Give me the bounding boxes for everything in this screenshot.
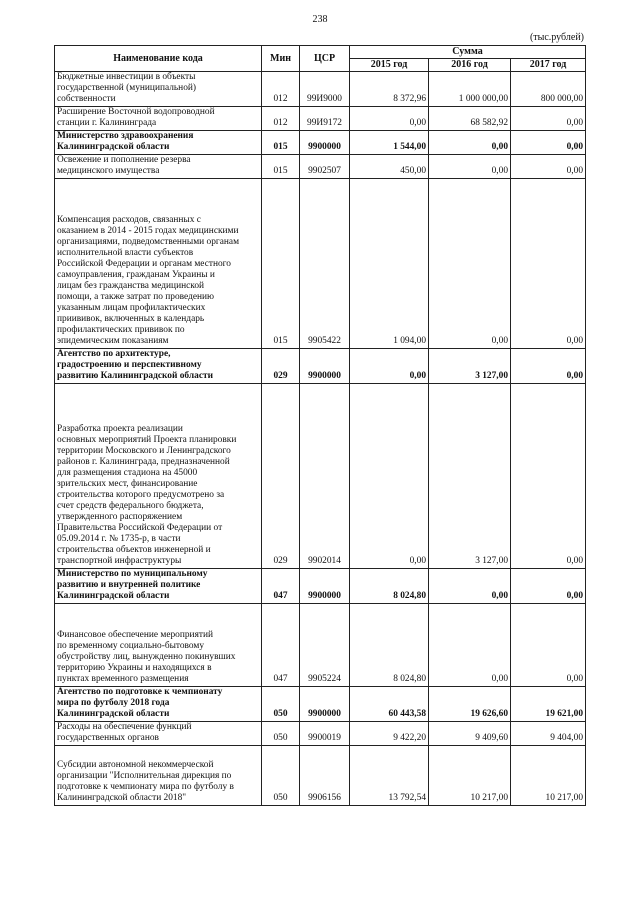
row-2017: 0,00 — [511, 131, 586, 155]
row-min: 047 — [262, 604, 300, 687]
header-2015: 2015 год — [350, 59, 429, 72]
row-name — [55, 604, 262, 687]
row-2015: 0,00 — [350, 384, 429, 569]
row-2015: 8 024,80 — [350, 604, 429, 687]
row-2017: 800 000,00 — [511, 72, 586, 107]
row-min: 050 — [262, 722, 300, 746]
row-csr: 9902014 — [300, 384, 350, 569]
row-2017: 0,00 — [511, 349, 586, 384]
header-name: Наименование кода — [55, 46, 262, 72]
row-name — [55, 155, 262, 179]
row-2015: 0,00 — [350, 349, 429, 384]
row-min: 012 — [262, 72, 300, 107]
units-label: (тыс.рублей) — [529, 32, 584, 43]
row-name-text: Расширение Восточной водопроводной станции г. Калининграда — [57, 107, 215, 128]
header-2017: 2017 год — [511, 59, 586, 72]
table-row — [55, 746, 586, 806]
row-2015: 9 422,20 — [350, 722, 429, 746]
row-name-text: Агентство по подготовке к чемпионату мира по футболу 2018 года Калининградской области — [57, 687, 223, 719]
row-2016: 10 217,00 — [429, 746, 511, 806]
row-name — [55, 72, 262, 107]
row-min: 050 — [262, 746, 300, 806]
row-min: 047 — [262, 569, 300, 604]
row-2017: 0,00 — [511, 384, 586, 569]
table-row — [55, 384, 586, 569]
row-csr: 9900000 — [300, 349, 350, 384]
row-name-text: Министерство здравоохранения Калининградской области — [57, 131, 194, 152]
table-row — [55, 604, 586, 687]
row-name-text: Бюджетные инвестиции в объекты государственной (муниципальной) собственности — [57, 72, 197, 104]
row-csr: 9902507 — [300, 155, 350, 179]
budget-table — [54, 45, 586, 806]
header-csr: ЦСР — [300, 46, 350, 72]
row-2017: 0,00 — [511, 179, 586, 349]
table-row — [55, 722, 586, 746]
row-name-text: Освежение и пополнение резерва медицинского имущества — [57, 155, 191, 176]
row-min: 015 — [262, 131, 300, 155]
row-2017: 0,00 — [511, 569, 586, 604]
row-2015: 8 372,96 — [350, 72, 429, 107]
row-2017: 9 404,00 — [511, 722, 586, 746]
header-sum: Сумма — [350, 46, 586, 59]
row-csr: 9900000 — [300, 687, 350, 722]
row-name — [55, 746, 262, 806]
row-2016: 0,00 — [429, 179, 511, 349]
table-row — [55, 687, 586, 722]
header-min: Мин — [262, 46, 300, 72]
row-name-text: Агентство по архитектуре, градостроению и перспективному развитию Калининградской области — [57, 349, 213, 381]
page-number: 238 — [312, 14, 328, 25]
row-2015: 1 544,00 — [350, 131, 429, 155]
row-2016: 68 582,92 — [429, 107, 511, 131]
row-2017: 19 621,00 — [511, 687, 586, 722]
row-csr: 9906156 — [300, 746, 350, 806]
row-name-text: Министерство по муниципальному развитию и внутренней политике Калининградской области — [57, 569, 208, 601]
row-csr: 9905224 — [300, 604, 350, 687]
row-csr: 99И9000 — [300, 72, 350, 107]
row-csr: 99И9172 — [300, 107, 350, 131]
row-2016: 9 409,60 — [429, 722, 511, 746]
table-row — [55, 155, 586, 179]
row-name — [55, 349, 262, 384]
row-csr: 9900000 — [300, 131, 350, 155]
row-name — [55, 384, 262, 569]
row-name-text: Разработка проекта реализации основных мероприятий Проекта планировки территории Московского и Ленинградского районов г. Калининграда, предназначенной для размещения стадиона на 45000 зрительских мест, финансирование строительства которого предусмотрено за счет средств федерального бюджета, утвержденного распоряжением Правительства Российской Федерации от 05.09.2014 г. № 1735-р, в части строительства объектов инженерной и транспортной инфраструктуры — [57, 424, 237, 566]
row-csr: 9900019 — [300, 722, 350, 746]
row-2016: 19 626,60 — [429, 687, 511, 722]
row-2017: 0,00 — [511, 604, 586, 687]
row-2017: 0,00 — [511, 107, 586, 131]
row-2017: 0,00 — [511, 155, 586, 179]
row-2015: 1 094,00 — [350, 179, 429, 349]
row-name — [55, 722, 262, 746]
row-min: 029 — [262, 349, 300, 384]
row-2016: 0,00 — [429, 569, 511, 604]
row-2016: 3 127,00 — [429, 384, 511, 569]
row-name — [55, 687, 262, 722]
table-row — [55, 72, 586, 107]
row-2016: 0,00 — [429, 155, 511, 179]
row-name — [55, 131, 262, 155]
row-min: 012 — [262, 107, 300, 131]
row-2015: 0,00 — [350, 107, 429, 131]
row-min: 015 — [262, 155, 300, 179]
row-csr: 9905422 — [300, 179, 350, 349]
row-min: 015 — [262, 179, 300, 349]
row-2015: 8 024,80 — [350, 569, 429, 604]
row-name — [55, 569, 262, 604]
row-name-text: Компенсация расходов, связанных с оказанием в 2014 - 2015 годах медицинскими организациями, подведомственными органам исполнительной власти субъектов Российской Федерации и органам местного самоуправления, гражданам Украины и лицам без гражданства медицинской помощи, а также затрат по проведению указанным лицам профилактических приививок, включенных в календарь профилактических прививок по эпидемическим показаниям — [57, 215, 239, 346]
row-2015: 60 443,58 — [350, 687, 429, 722]
row-2015: 450,00 — [350, 155, 429, 179]
row-name — [55, 107, 262, 131]
table-row — [55, 107, 586, 131]
row-2016: 1 000 000,00 — [429, 72, 511, 107]
row-min: 029 — [262, 384, 300, 569]
table-row — [55, 349, 586, 384]
header-2016: 2016 год — [429, 59, 511, 72]
row-name-text: Расходы на обеспечение функций государственных органов — [57, 722, 192, 743]
row-name-text: Финансовое обеспечение мероприятий по временному социально-бытовому обустройству лиц, вынужденно покинувших территорию Украины и находящихся в пунктах временного размещения — [57, 630, 236, 684]
row-2016: 0,00 — [429, 604, 511, 687]
row-name — [55, 179, 262, 349]
row-csr: 9900000 — [300, 569, 350, 604]
table-row — [55, 569, 586, 604]
row-2017: 10 217,00 — [511, 746, 586, 806]
row-2015: 13 792,54 — [350, 746, 429, 806]
row-2016: 0,00 — [429, 131, 511, 155]
table-row — [55, 131, 586, 155]
table-row — [55, 179, 586, 349]
row-2016: 3 127,00 — [429, 349, 511, 384]
row-name-text: Субсидии автономной некоммерческой организации "Исполнительная дирекция по подготовке к чемпионату мира по футболу в Калининградской области 2018" — [57, 760, 234, 803]
row-min: 050 — [262, 687, 300, 722]
